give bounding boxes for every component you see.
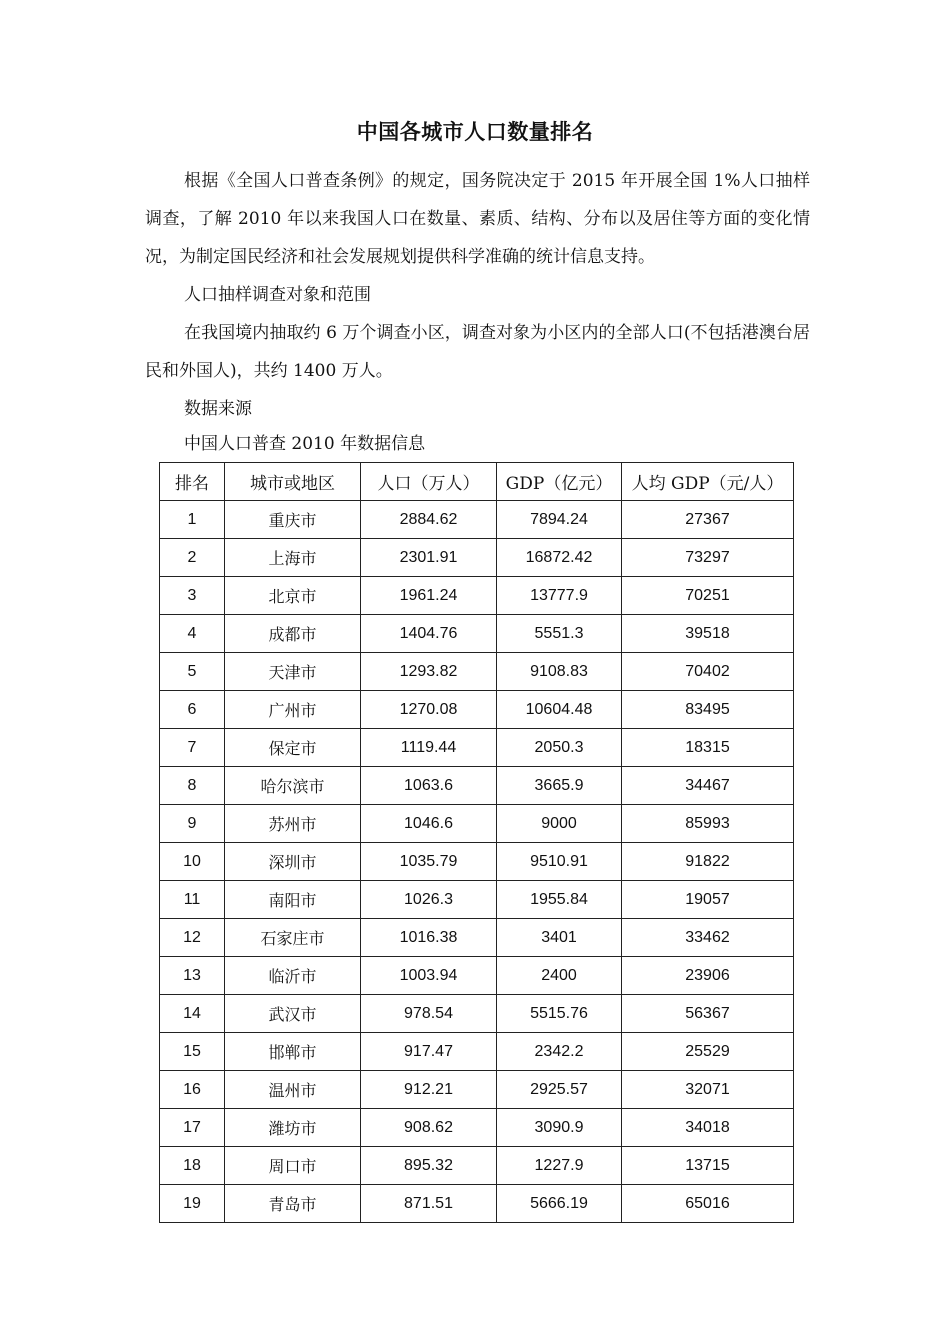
cell-gdp: 3665.9	[497, 767, 622, 805]
cell-city: 苏州市	[225, 805, 361, 843]
table-row	[160, 1109, 794, 1147]
table-row	[160, 1071, 794, 1109]
cell-gdp: 3401	[497, 919, 622, 957]
header-rank: 排名	[160, 463, 225, 501]
cell-rank: 18	[160, 1147, 225, 1185]
cell-gdp-per-capita: 65016	[622, 1185, 794, 1223]
cell-population: 908.62	[361, 1109, 497, 1147]
cell-city: 天津市	[225, 653, 361, 691]
cell-gdp-per-capita: 56367	[622, 995, 794, 1033]
cell-rank: 14	[160, 995, 225, 1033]
cell-gdp-per-capita: 33462	[622, 919, 794, 957]
cell-rank: 6	[160, 691, 225, 729]
cell-gdp: 16872.42	[497, 539, 622, 577]
table-row	[160, 1147, 794, 1185]
cell-rank: 17	[160, 1109, 225, 1147]
cell-rank: 7	[160, 729, 225, 767]
cell-gdp: 2342.2	[497, 1033, 622, 1071]
cell-population: 1404.76	[361, 615, 497, 653]
cell-city: 周口市	[225, 1147, 361, 1185]
cell-rank: 19	[160, 1185, 225, 1223]
cell-gdp-per-capita: 32071	[622, 1071, 794, 1109]
cell-rank: 15	[160, 1033, 225, 1071]
cell-population: 912.21	[361, 1071, 497, 1109]
cell-gdp: 5551.3	[497, 615, 622, 653]
document-title: 中国各城市人口数量排名	[356, 120, 594, 144]
cell-city: 青岛市	[225, 1185, 361, 1223]
cell-gdp: 10604.48	[497, 691, 622, 729]
header-gdp-per-capita: 人均 GDP（元/人）	[622, 463, 794, 501]
table-body	[160, 501, 794, 1223]
cell-gdp: 2400	[497, 957, 622, 995]
cell-gdp-per-capita: 91822	[622, 843, 794, 881]
cell-city: 上海市	[225, 539, 361, 577]
table-row	[160, 539, 794, 577]
table-row	[160, 577, 794, 615]
cell-city: 石家庄市	[225, 919, 361, 957]
cell-rank: 2	[160, 539, 225, 577]
cell-gdp-per-capita: 83495	[622, 691, 794, 729]
cell-population: 1270.08	[361, 691, 497, 729]
cell-city: 哈尔滨市	[225, 767, 361, 805]
cell-city: 临沂市	[225, 957, 361, 995]
cell-rank: 3	[160, 577, 225, 615]
cell-gdp-per-capita: 73297	[622, 539, 794, 577]
cell-rank: 1	[160, 501, 225, 539]
cell-city: 潍坊市	[225, 1109, 361, 1147]
cell-population: 871.51	[361, 1185, 497, 1223]
cell-population: 978.54	[361, 995, 497, 1033]
cell-rank: 5	[160, 653, 225, 691]
cell-gdp: 5666.19	[497, 1185, 622, 1223]
cell-gdp-per-capita: 19057	[622, 881, 794, 919]
cell-gdp: 13777.9	[497, 577, 622, 615]
table-row	[160, 919, 794, 957]
cell-city: 温州市	[225, 1071, 361, 1109]
cell-gdp-per-capita: 34467	[622, 767, 794, 805]
cell-gdp-per-capita: 34018	[622, 1109, 794, 1147]
table-row	[160, 995, 794, 1033]
cell-gdp-per-capita: 85993	[622, 805, 794, 843]
cell-gdp: 1227.9	[497, 1147, 622, 1185]
table-row	[160, 653, 794, 691]
section-heading-scope: 人口抽样调查对象和范围	[184, 285, 371, 305]
table-row	[160, 843, 794, 881]
cell-gdp-per-capita: 39518	[622, 615, 794, 653]
table-row	[160, 615, 794, 653]
cell-city: 重庆市	[225, 501, 361, 539]
header-population: 人口（万人）	[361, 463, 497, 501]
cell-gdp-per-capita: 25529	[622, 1033, 794, 1071]
cell-city: 保定市	[225, 729, 361, 767]
header-city: 城市或地区	[225, 463, 361, 501]
cell-population: 1016.38	[361, 919, 497, 957]
cell-gdp: 9108.83	[497, 653, 622, 691]
cell-gdp-per-capita: 23906	[622, 957, 794, 995]
table-header-row	[160, 463, 794, 501]
cell-gdp: 2925.57	[497, 1071, 622, 1109]
cell-gdp: 1955.84	[497, 881, 622, 919]
cell-rank: 12	[160, 919, 225, 957]
cell-rank: 8	[160, 767, 225, 805]
intro-paragraph: 根据《全国人口普查条例》的规定，国务院决定于 2015 年开展全国 1%人口抽样调查，了解 2010 年以来我国人口在数量、素质、结构、分布以及居住等方面的变化情况，为制定国民经济和社会发展规划提供科学准确的统计信息支持。	[145, 171, 810, 267]
cell-population: 1119.44	[361, 729, 497, 767]
cell-gdp: 7894.24	[497, 501, 622, 539]
header-gdp: GDP（亿元）	[497, 463, 622, 501]
cell-population: 2301.91	[361, 539, 497, 577]
cell-population: 917.47	[361, 1033, 497, 1071]
cell-rank: 9	[160, 805, 225, 843]
scope-paragraph: 在我国境内抽取约 6 万个调查小区，调查对象为小区内的全部人口(不包括港澳台居民和外国人)，共约 1400 万人。	[145, 323, 810, 381]
cell-gdp: 3090.9	[497, 1109, 622, 1147]
cell-population: 1003.94	[361, 957, 497, 995]
cell-population: 1293.82	[361, 653, 497, 691]
cell-gdp-per-capita: 27367	[622, 501, 794, 539]
cell-gdp: 2050.3	[497, 729, 622, 767]
cell-city: 成都市	[225, 615, 361, 653]
cell-gdp-per-capita: 70402	[622, 653, 794, 691]
cell-gdp-per-capita: 70251	[622, 577, 794, 615]
cell-rank: 16	[160, 1071, 225, 1109]
cell-city: 广州市	[225, 691, 361, 729]
table-row	[160, 691, 794, 729]
cell-population: 1026.3	[361, 881, 497, 919]
cell-population: 1035.79	[361, 843, 497, 881]
cell-gdp-per-capita: 18315	[622, 729, 794, 767]
cell-rank: 11	[160, 881, 225, 919]
cell-population: 1961.24	[361, 577, 497, 615]
cell-population: 1063.6	[361, 767, 497, 805]
cell-gdp-per-capita: 13715	[622, 1147, 794, 1185]
table-row	[160, 729, 794, 767]
cell-population: 1046.6	[361, 805, 497, 843]
cell-gdp: 9000	[497, 805, 622, 843]
population-table	[159, 462, 794, 1223]
cell-gdp: 9510.91	[497, 843, 622, 881]
cell-city: 深圳市	[225, 843, 361, 881]
cell-gdp: 5515.76	[497, 995, 622, 1033]
table-row	[160, 501, 794, 539]
section-heading-source: 数据来源	[184, 399, 252, 419]
table-row	[160, 1033, 794, 1071]
table-row	[160, 881, 794, 919]
cell-population: 2884.62	[361, 501, 497, 539]
table-row	[160, 805, 794, 843]
table-row	[160, 1185, 794, 1223]
cell-rank: 4	[160, 615, 225, 653]
table-row	[160, 957, 794, 995]
cell-city: 邯郸市	[225, 1033, 361, 1071]
cell-population: 895.32	[361, 1147, 497, 1185]
cell-city: 武汉市	[225, 995, 361, 1033]
table-caption: 中国人口普查 2010 年数据信息	[184, 434, 426, 454]
cell-rank: 10	[160, 843, 225, 881]
table-row	[160, 767, 794, 805]
cell-city: 南阳市	[225, 881, 361, 919]
cell-city: 北京市	[225, 577, 361, 615]
cell-rank: 13	[160, 957, 225, 995]
